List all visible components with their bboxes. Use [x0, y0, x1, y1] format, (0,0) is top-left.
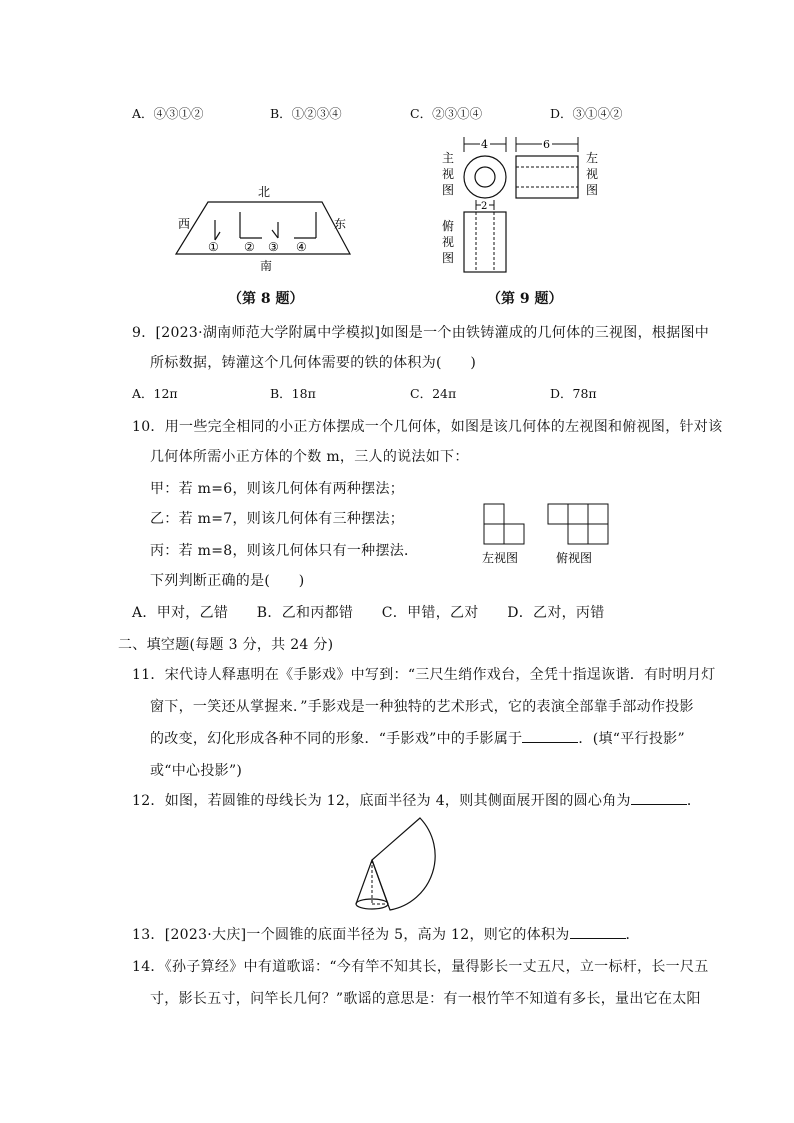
figure-8-diagram [170, 180, 360, 275]
label-2: ② [244, 240, 255, 254]
outer-circle [464, 156, 506, 198]
left-view-label: 左视图 [482, 551, 519, 565]
q10-line-2: 几何体所需小正方体的个数 m，三人的说法如下： [150, 449, 469, 465]
east-label: 东 [334, 217, 347, 231]
q11-answer-blank[interactable] [522, 728, 578, 743]
section-2-heading: 二、填空题(每题 3 分，共 24 分) [118, 637, 334, 653]
figure-9-three-views [440, 132, 610, 277]
front-view-char-2: 视 [442, 167, 455, 181]
q13-text: 13．[2023·大庆]一个圆锥的底面半径为 5，高为 12，则它的体积为 ． [132, 924, 640, 944]
q10-question: 下列判断正确的是( ) [150, 573, 305, 589]
dim-inner: 2 [481, 201, 488, 212]
west-label: 西 [178, 217, 191, 231]
q10-views-diagram [480, 500, 615, 570]
north-label: 北 [258, 185, 271, 199]
label-4: ④ [296, 240, 307, 254]
q9-option-c: C．24π [410, 386, 457, 401]
q8-option-b: B．①②③④ [270, 106, 342, 121]
dim-side: 6 [543, 138, 550, 151]
q9-line-1: 9．[2023·湖南师范大学附属中学模拟]如图是一个由铁铸灌成的几何体的三视图，根据图中 [132, 325, 710, 341]
q13-answer-blank[interactable] [570, 924, 626, 939]
front-view-char-3: 图 [442, 183, 455, 197]
dim-front: 4 [481, 138, 488, 151]
q9-option-a: A．12π [132, 386, 178, 401]
top-view-rect [464, 212, 506, 272]
figure-9-caption: （第 9 题） [487, 291, 563, 307]
q8-option-c: C．②③①④ [410, 106, 483, 121]
q8-option-d: D．③①④② [550, 106, 623, 121]
south-label: 南 [260, 259, 273, 273]
q11-line-2: 窗下，一笑还从掌握来．”手影戏是一种独特的艺术形式，它的表演全部靠手部动作投影 [150, 699, 694, 715]
label-1: ① [208, 240, 219, 254]
q8-option-a: A．④③①② [132, 106, 204, 121]
q12-answer-blank[interactable] [631, 790, 687, 805]
svg-text:图: 图 [442, 251, 455, 265]
q14-line-2: 寸，影长五寸，问竿长几何？”歌谣的意思是：有一根竹竿不知道有多长，量出它在太阳 [150, 991, 701, 1007]
q9-option-d: D．78π [550, 386, 597, 401]
q11-line-3: 的改变，幻化形成各种不同的形象．“手影戏”中的手影属于 ．(填“平行投影” [150, 728, 685, 748]
inner-circle [475, 167, 495, 187]
q9-line-2: 所标数据，铸灌这个几何体需要的铁的体积为( ) [150, 355, 477, 371]
label-3: ③ [268, 240, 279, 254]
svg-text:左: 左 [586, 151, 599, 165]
sector-shape [372, 818, 435, 910]
q10-options: A．甲对，乙错 B．乙和丙都错 C．甲错，乙对 D．乙对，丙错 [132, 605, 605, 621]
side-view-rect [516, 156, 578, 198]
q11-line-4: 或“中心投影”) [150, 763, 243, 779]
q10-statement-yi: 乙：若 m=7，则该几何体有三种摆法； [150, 511, 405, 527]
q10-statement-bing: 丙：若 m=8，则该几何体只有一种摆法． [150, 543, 419, 559]
field-trapezoid [176, 202, 350, 254]
q12-cone-diagram [350, 812, 440, 916]
q11-line-1: 11．宋代诗人释惠明在《手影戏》中写到：“三尺生绡作戏台，全凭十指逞诙谐．有时明月灯 [132, 667, 716, 683]
front-view-char-1: 主 [442, 151, 455, 165]
q12-text: 12．如图，若圆锥的母线长为 12，底面半径为 4，则其侧面展开图的圆心角为 ． [132, 790, 701, 810]
q10-statement-jia: 甲：若 m=6，则该几何体有两种摆法； [150, 481, 405, 497]
figure-8-caption: （第 8 题） [228, 291, 304, 307]
q10-line-1: 10．用一些完全相同的小正方体摆成一个几何体，如图是该几何体的左视图和俯视图，针对该 [132, 419, 723, 435]
q9-option-b: B．18π [270, 386, 316, 401]
q14-line-1: 14．《孙子算经》中有道歌谣：“今有竿不知其长，量得影长一丈五尺，立一标杆，长一尺五 [132, 959, 709, 975]
svg-text:图: 图 [586, 183, 599, 197]
svg-text:视: 视 [442, 235, 455, 249]
top-view-label: 俯视图 [556, 551, 593, 565]
svg-text:俯: 俯 [442, 219, 455, 233]
svg-text:视: 视 [586, 167, 599, 181]
